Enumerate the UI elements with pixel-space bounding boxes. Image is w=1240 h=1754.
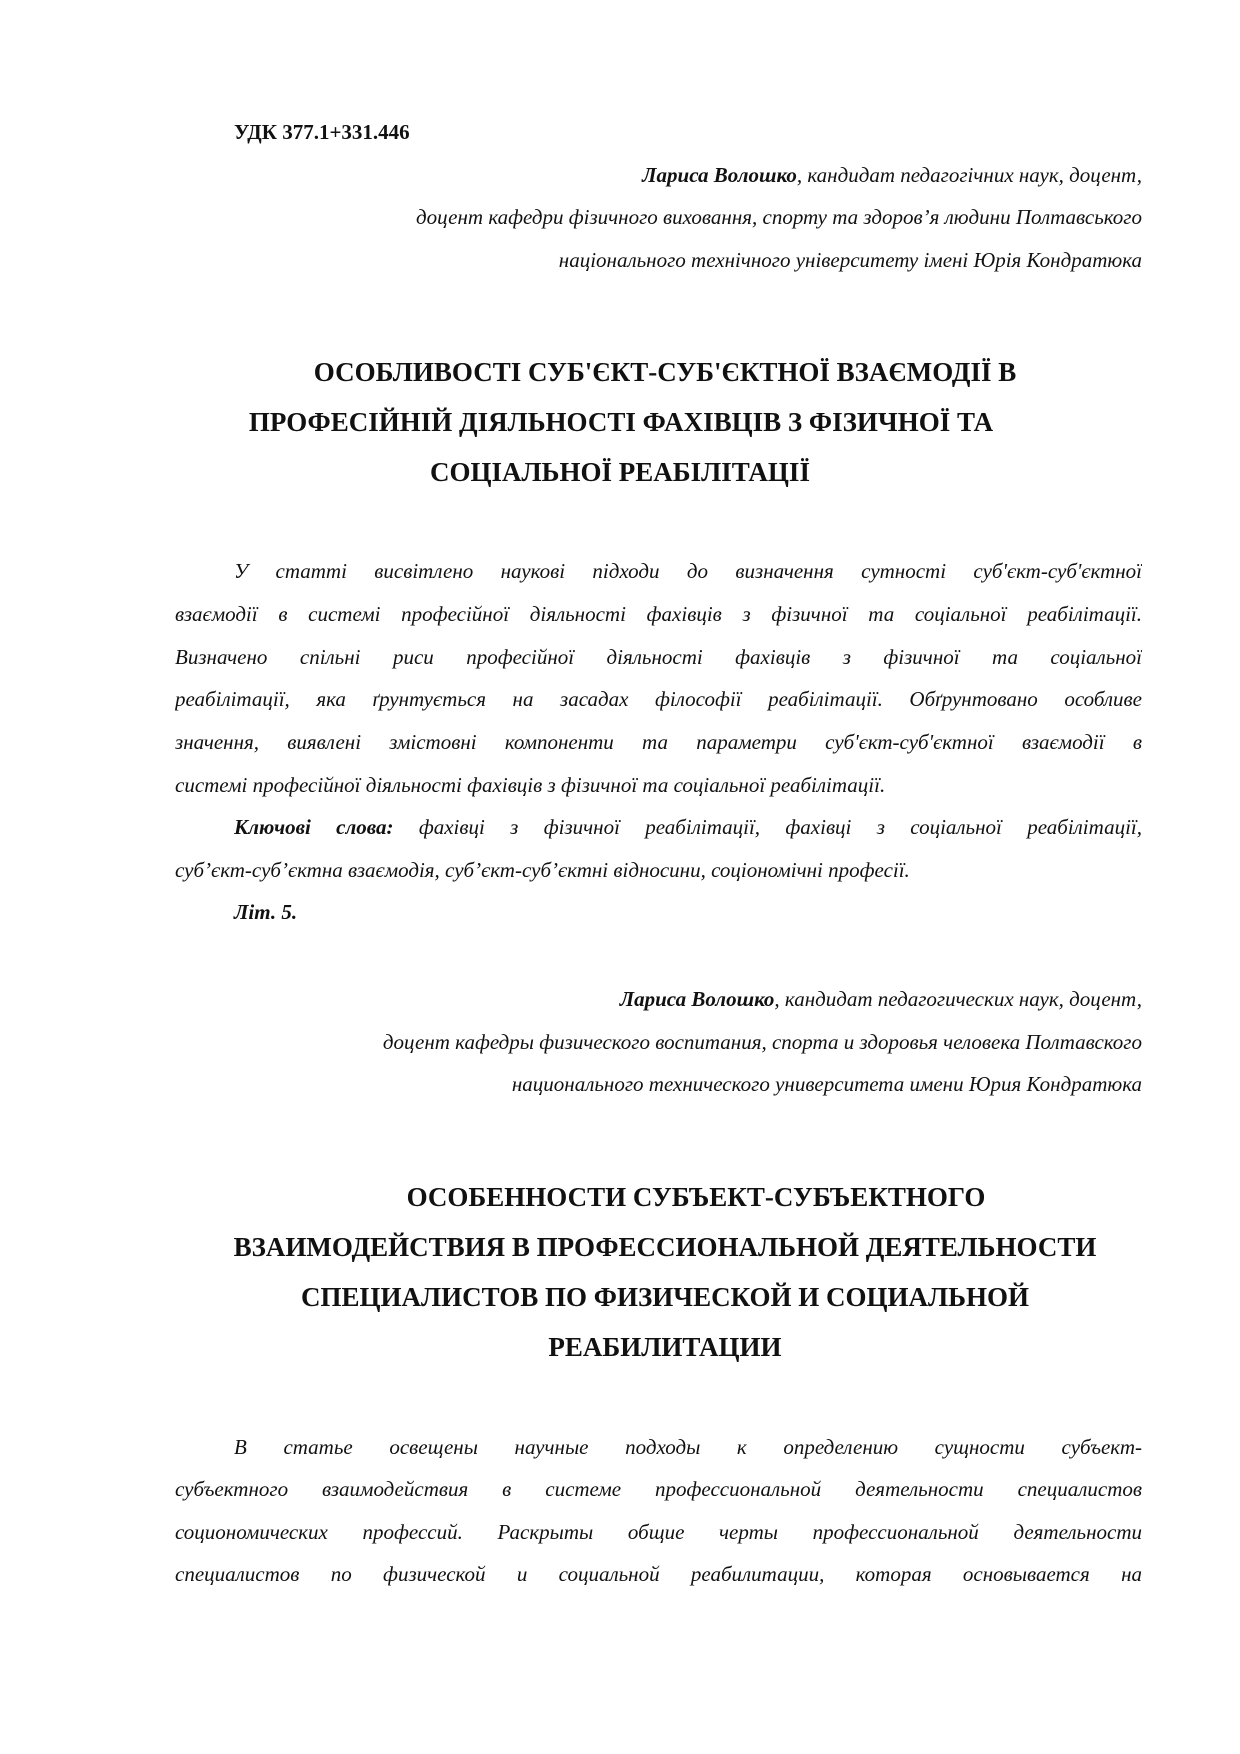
ru-abstract-line-3: социономических профессий. Раскрыты общие черты профессиональной деятельности — [175, 1520, 1142, 1544]
ua-abstract-line-2: взаємодії в системі професійної діяльності фахівців з фізичної та соціальної реабілітації. — [175, 602, 1142, 626]
ua-abstract-line-3: Визначено спільні риси професійної діяльності фахівців з фізичної та соціальної — [175, 645, 1142, 669]
ru-title-line-4: РЕАБИЛИТАЦИИ — [548, 1332, 782, 1362]
ru-title-line-1: ОСОБЕННОСТИ СУБЪЕКТ-СУБЪЕКТНОГО — [406, 1182, 986, 1212]
ru-affiliation-line-1: доцент кафедры физического воспитания, спорта и здоровья человека Полтавского — [382, 1030, 1142, 1054]
ua-abstract-line-1: У статті висвітлено наукові підходи до визначення сутності суб'єкт-суб'єктної — [234, 559, 1142, 583]
ua-keywords-line-2: суб’єкт-суб’єктна взаємодія, суб’єкт-суб’єктні відносини, соціономічні професії. — [175, 858, 910, 882]
ua-abstract-line-6: системі професійної діяльності фахівців з фізичної та соціальної реабілітації. — [175, 773, 886, 797]
ua-abstract-line-5: значення, виявлені змістовні компоненти та параметри суб'єкт-суб'єктної взаємодії в — [175, 730, 1142, 754]
ua-author-line — [0, 161, 1142, 189]
ua-affiliation-line-1: доцент кафедри фізичного виховання, спорту та здоров’я людини Полтавського — [416, 205, 1142, 229]
ua-literature-count: Літ. 5. — [234, 900, 298, 924]
ua-keywords-line-1 — [234, 813, 1142, 841]
ru-title-line-3: СПЕЦИАЛИСТОВ ПО ФИЗИЧЕСКОЙ И СОЦИАЛЬНОЙ — [301, 1282, 1029, 1312]
ua-title-line-1: ОСОБЛИВОСТІ СУБ'ЄКТ-СУБ'ЄКТНОЇ ВЗАЄМОДІЇ В — [313, 357, 1017, 387]
ua-title-line-3: СОЦІАЛЬНОЇ РЕАБІЛІТАЦІЇ — [430, 457, 810, 487]
ua-abstract-line-4: реабілітації, яка ґрунтується на засадах філософії реабілітації. Обґрунтовано особливе — [175, 687, 1142, 711]
ua-author-name: Лариса Волошко — [642, 163, 797, 187]
ru-abstract-line-1: В статье освещены научные подходы к определению сущности субъект- — [234, 1435, 1142, 1459]
ru-affiliation-line-2: национального технического университета имени Юрия Кондратюка — [511, 1072, 1142, 1096]
ua-title-line-2: ПРОФЕСІЙНІЙ ДІЯЛЬНОСТІ ФАХІВЦІВ З ФІЗИЧНОЇ ТА — [248, 407, 994, 437]
ua-keywords-label: Ключові слова: — [234, 815, 394, 839]
ru-abstract-line-2: субъектного взаимодействия в системе профессиональной деятельности специалистов — [175, 1477, 1142, 1501]
ru-author-degree: , кандидат педагогических наук, доцент, — [774, 987, 1142, 1011]
ru-abstract-line-4: специалистов по физической и социальной реабилитации, которая основывается на — [175, 1562, 1142, 1586]
ru-author-line — [0, 985, 1142, 1013]
ua-keywords-text: фахівці з фізичної реабілітації, фахівці з соціальної реабілітації, — [393, 815, 1142, 839]
udk-code: УДК 377.1+331.446 — [234, 120, 410, 144]
ru-title-line-2: ВЗАИМОДЕЙСТВИЯ В ПРОФЕССИОНАЛЬНОЙ ДЕЯТЕЛЬНОСТИ — [233, 1232, 1097, 1262]
ua-affiliation-line-2: національного технічного університету імені Юрія Кондратюка — [558, 248, 1142, 272]
ua-author-degree: , кандидат педагогічних наук, доцент, — [796, 163, 1142, 187]
ru-author-name: Лариса Волошко — [619, 987, 775, 1011]
